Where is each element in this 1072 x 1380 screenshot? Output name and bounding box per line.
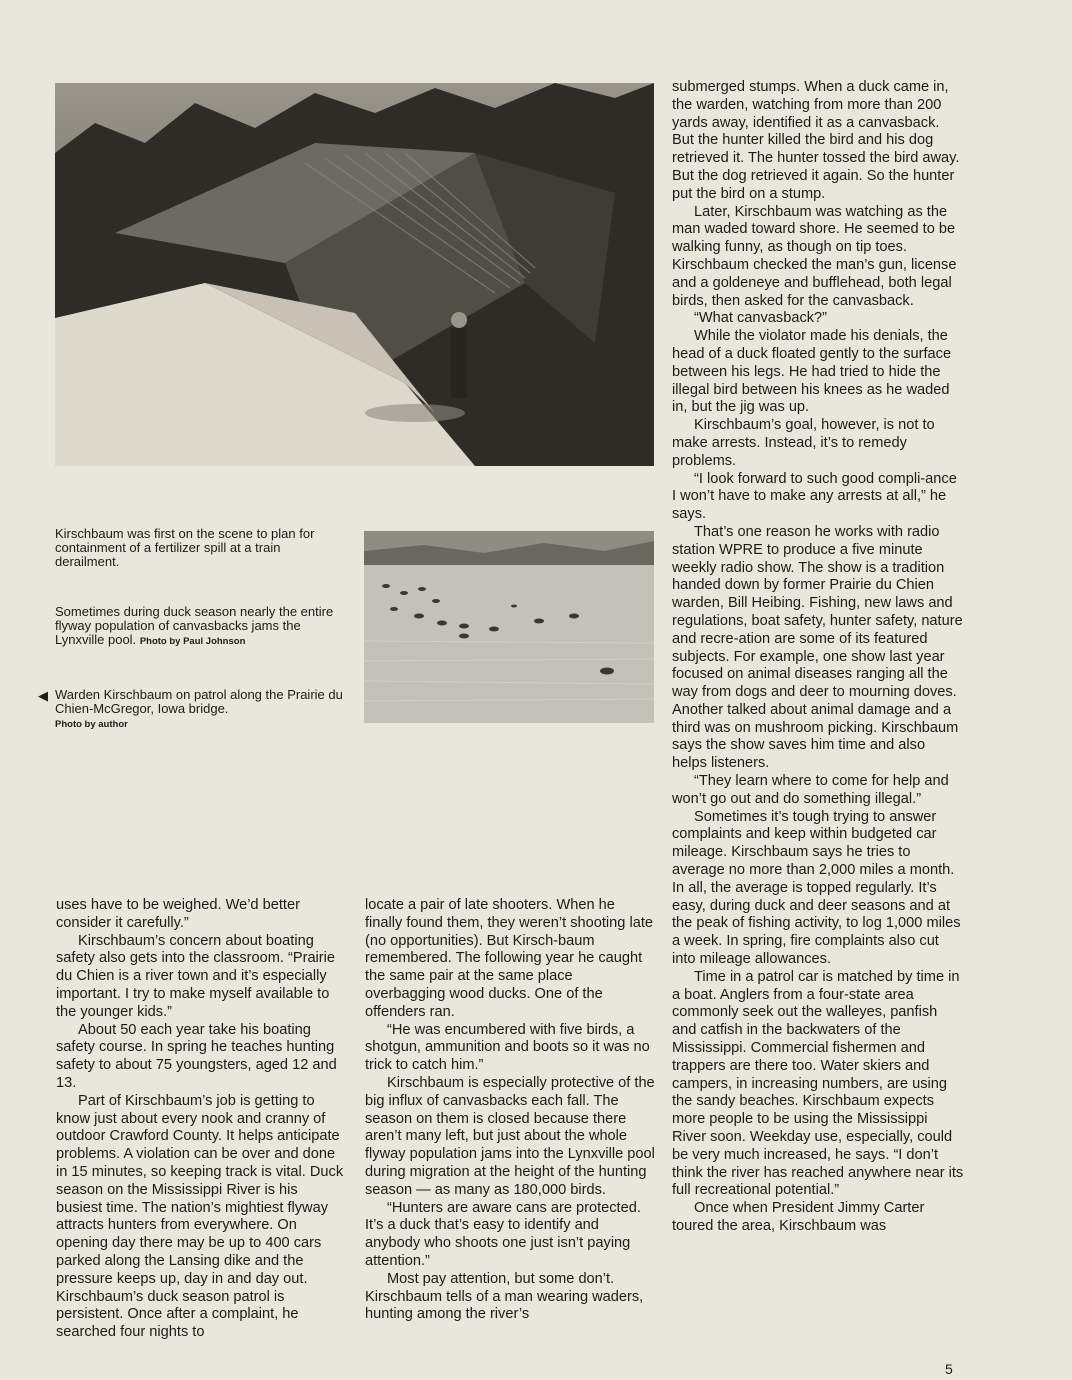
paragraph: Part of Kirschbaum’s job is getting to know just about every nook and cranny of outdoor Crawford County. It helps anticipate problems. A violation can be over and done in 15 minutes, so keeping track is vital. Duck season on the Mississippi River is his busiest time. The nation’s mightiest flyway attracts hunters from everywhere. On opening day there may be up to 400 cars parked along the Lansing dike and the pressure keeps up, day in and day out. Kirschbaum’s duck season patrol is persistent. Once after a complaint, he searched four nights to xyxy=(56,1092,344,1341)
paragraph: While the violator made his denials, the head of a duck floated gently to the surface between his legs. He had tried to hide the illegal bird between his knees as he waded in, but the jig was up. xyxy=(672,328,952,416)
caption-bridge-text: Warden Kirschbaum on patrol along the Prairie du Chien-McGregor, Iowa bridge. xyxy=(55,687,343,716)
caption-ducks-credit: Photo by Paul Johnson xyxy=(139,636,246,647)
paragraph: uses have to be weighed. We’d better consider it carefully.” xyxy=(56,897,300,931)
page-number: 5 xyxy=(945,1361,953,1377)
paragraph: “He was encumbered with five birds, a shotgun, ammunition and boots so it was no trick to catch him.” xyxy=(365,1021,650,1074)
paragraph: “What canvasback?” xyxy=(694,310,828,327)
paragraph: Kirschbaum’s goal, however, is not to make arrests. Instead, it’s to remedy problems. xyxy=(672,417,935,469)
caption-bridge xyxy=(38,687,345,732)
paragraph: “I look forward to such good compli-ance I won’t have to make any arrests at all,” he says. xyxy=(672,470,957,523)
caption-derailment xyxy=(55,527,345,569)
text-column-right xyxy=(672,79,964,1236)
caption-pointer-icon: ◀ xyxy=(38,688,48,703)
text-column-middle xyxy=(365,897,655,1324)
paragraph: Kirschbaum is especially protective of the big influx of canvasbacks each fall. The season on them is closed because there aren’t many left, but just about the whole flyway population jams into the Lynxville pool during migration at the height of the hunting season — as many as 180,000 birds. xyxy=(365,1074,655,1198)
text-column-left xyxy=(56,897,346,1342)
paragraph: Most pay attention, but some don’t. Kirschbaum tells of a man wearing waders, hunting among the river’s xyxy=(365,1270,644,1323)
ducks-photo xyxy=(364,531,654,723)
paragraph: “They learn where to come for help and won’t go out and do something illegal.” xyxy=(672,773,949,807)
paragraph: That’s one reason he works with radio station WPRE to produce a five minute weekly radio show. The show is a tradition handed down by former Prairie du Chien warden, Bill Heibing. Fishing, new laws and regulations, boat safety, hunter safety, nature and recre-ation are some of its featured subjects. For example, one show last year focused on animal diseases ranging all the way from dogs and deer to mourning doves. Another talked about animal damage and a third was on mushroom picking. Kirschbaum says the show saves him time and also helps listeners. xyxy=(672,523,963,772)
caption-derailment-text: Kirschbaum was first on the scene to plan for containment of a fertilizer spill at a train derailment. xyxy=(55,526,315,569)
paragraph: Once when President Jimmy Carter toured the area, Kirschbaum was xyxy=(672,1200,925,1234)
paragraph: Later, Kirschbaum was watching as the man waded toward shore. He seemed to be walking funny, as though on tip toes. Kirschbaum checked the man’s gun, license and a goldeneye and bufflehead, both legal birds, then asked for the canvasback. xyxy=(672,203,957,309)
paragraph: submerged stumps. When a duck came in, the warden, watching from more than 200 yards away, identified it as a canvasback. But the hunter killed the bird and his dog retrieved it. The hunter tossed the bird away. But the dog retrieved it again. So the hunter put the bird on a stump. xyxy=(672,79,960,202)
derailment-photo xyxy=(55,83,654,466)
paragraph: Kirschbaum’s concern about boating safety also gets into the classroom. “Prairie du Chien is a river town and it’s especially important. I try to make myself available to the younger kids.” xyxy=(56,932,336,1020)
caption-bridge-credit: Photo by author xyxy=(55,719,128,730)
caption-ducks xyxy=(55,605,345,649)
paragraph: Time in a patrol car is matched by time in a boat. Anglers from a four-state area commonly seek out the walleyes, panfish and catfish in the backwaters of the Mississippi. Commercial fishermen and trappers are there too. Water skiers and campers, in increasing numbers, are using the sandy beaches. Kirschbaum expects more people to be using the Mississippi River soon. Weekday use, especially, could be very much increased, he says. “I don’t think the river has reached anywhere near its full recreational potential.” xyxy=(672,968,964,1199)
paragraph: Sometimes it’s tough trying to answer complaints and keep within budgeted car mileage. Kirschbaum says he tries to average no more than 2,000 miles a month. In all, the average is topped regularly. It’s easy, during duck and deer seasons and at the peak of fishing activity, to log 1,000 miles a week. In spring, fire complaints also cut into mileage allowances. xyxy=(672,808,961,968)
paragraph: About 50 each year take his boating safety course. In spring he teaches hunting safety to about 75 youngsters, aged 12 and 13. xyxy=(56,1021,337,1091)
paragraph: locate a pair of late shooters. When he finally found them, they weren’t shooting late (no opportunities). But Kirsch-baum remembered. The following year he caught the same pair at the same place overbagging wood ducks. One of the offenders ran. xyxy=(365,897,653,1020)
caption-ducks-text: Sometimes during duck season nearly the entire flyway population of canvasbacks jams the Lynxville pool. xyxy=(55,604,334,647)
paragraph: “Hunters are aware cans are protected. It’s a duck that’s easy to identify and anybody who shoots one just isn’t paying attention.” xyxy=(365,1199,641,1269)
